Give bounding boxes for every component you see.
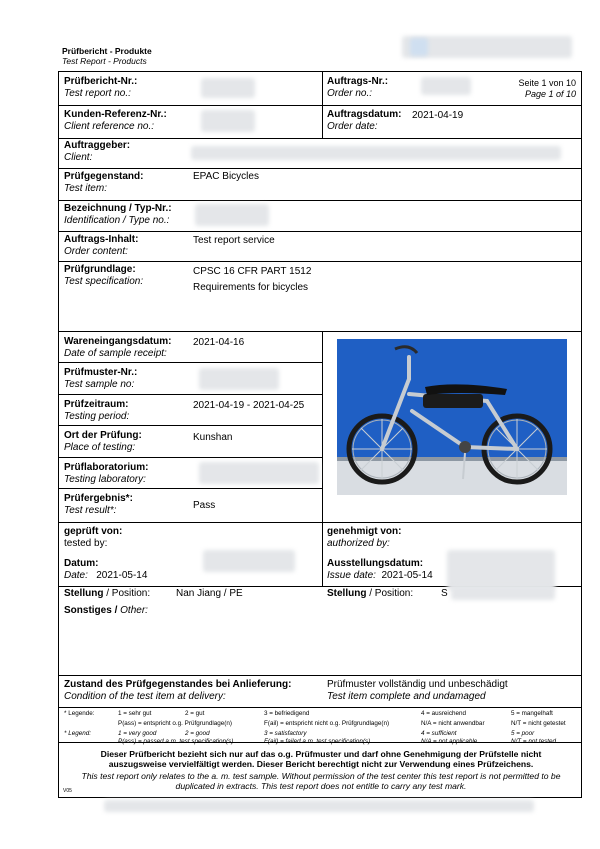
client-ref-label-en: Client reference no.:	[64, 121, 155, 132]
condition-label: Zustand des Prüfgegenstandes bei Anlieferung:	[64, 679, 292, 690]
redacted-approver-signature	[447, 550, 555, 590]
redacted-order-no	[421, 77, 471, 95]
identification-label-en: Identification / Type no.:	[64, 215, 170, 226]
disclaimer-en-2: duplicated in extracts. This test report does not entitle to carry any test mark.	[175, 781, 467, 791]
order-content-label-en: Order content:	[64, 246, 128, 257]
laboratory-label: Prüflaboratorium:	[64, 462, 149, 473]
position-left	[64, 588, 150, 600]
place-value: Kunshan	[193, 432, 233, 443]
place-label: Ort der Prüfung:	[64, 430, 142, 441]
issue-date-label: Ausstellungsdatum:	[327, 558, 424, 569]
redacted-sample-no	[199, 368, 279, 390]
position-right-sep: /	[366, 588, 375, 599]
client-label-en: Client:	[64, 152, 93, 163]
client-ref-label: Kunden-Referenz-Nr.:	[64, 109, 167, 120]
receipt-date-value: 2021-04-16	[193, 337, 245, 348]
header-title-en: Test Report - Products	[62, 56, 147, 66]
position-right-value: S	[441, 588, 448, 599]
test-spec-label: Prüfgrundlage:	[64, 264, 136, 275]
redacted-client-ref	[201, 110, 255, 132]
legend-de-pass: P(ass) = entspricht o.g. Prüfgrundlage(n)	[118, 720, 232, 727]
legend-de-1: 1 = sehr gut	[118, 710, 152, 717]
header-title-de: Prüfbericht - Produkte	[62, 46, 152, 56]
testing-period-label-en: Testing period:	[64, 411, 130, 422]
legend-en-3: 3 = satisfactory	[264, 730, 307, 737]
issue-date-label-en: Issue date:	[327, 570, 376, 581]
bicycle-illustration	[337, 339, 567, 495]
date-label: Datum:	[64, 558, 99, 569]
other-label-en: Other:	[120, 605, 148, 616]
receipt-date-label-en: Date of sample receipt:	[64, 348, 167, 359]
result-label-en: Test result*:	[64, 505, 117, 516]
date-value: 2021-05-14	[96, 570, 148, 581]
other-sep: /	[111, 605, 121, 616]
position-right-label-en: Position:	[374, 588, 414, 599]
issue-date-value: 2021-05-14	[381, 570, 433, 581]
report-no-label: Prüfbericht-Nr.:	[64, 76, 138, 87]
legend-en-pass: P(ass) = passed a.m. test specification(s)	[118, 738, 234, 745]
sample-no-label-en: Test sample no:	[64, 379, 135, 390]
legend-de-fail: F(ail) = entspricht nicht o.g. Prüfgrundlage(n)	[264, 720, 390, 727]
position-left-label-en: Position:	[111, 588, 151, 599]
legend-en-4: 4 = sufficient	[421, 730, 457, 737]
order-date-label-en: Order date:	[327, 121, 378, 132]
condition-label-en: Condition of the test item at delivery:	[64, 691, 226, 702]
result-value: Pass	[193, 500, 216, 511]
testing-period-value: 2021-04-19 - 2021-04-25	[193, 400, 305, 411]
order-content-value: Test report service	[193, 235, 275, 246]
page-number: Seite 1 von 10	[518, 78, 576, 88]
disclaimer-de-1: Dieser Prüfbericht bezieht sich nur auf das o.g. Prüfmuster und darf ohne Genehmigung der Prüfstelle nicht	[100, 749, 542, 759]
legend-de-4: 4 = ausreichend	[421, 710, 466, 717]
position-right	[327, 588, 413, 600]
test-item-label: Prüfgegenstand:	[64, 171, 144, 182]
redacted-tester-signature	[203, 550, 295, 572]
legend-de-na: N/A = nicht anwendbar	[421, 720, 485, 727]
result-label: Prüfergebnis*:	[64, 493, 133, 504]
order-content-label: Auftrags-Inhalt:	[64, 234, 139, 245]
disclaimer-en-1: This test report only relates to the a. m. test sample. Without permission of the test center this test report is not permitted to be	[81, 771, 561, 781]
legend-en-5: 5 = poor	[511, 730, 535, 737]
position-left-label: Stellung	[64, 588, 104, 599]
test-item-label-en: Test item:	[64, 183, 107, 194]
legend-de-nt: N/T = nicht getestet	[511, 720, 566, 727]
laboratory-label-en: Testing laboratory:	[64, 474, 146, 485]
legend-de-5: 5 = mangelhaft	[511, 710, 553, 717]
place-label-en: Place of testing:	[64, 442, 136, 453]
sample-no-label: Prüfmuster-Nr.:	[64, 367, 138, 378]
test-spec-label-en: Test specification:	[64, 276, 144, 287]
test-item-value: EPAC Bicycles	[193, 171, 259, 182]
redacted-report-no	[201, 78, 255, 98]
identification-label: Bezeichnung / Typ-Nr.:	[64, 203, 172, 214]
sample-photo	[337, 339, 567, 495]
order-date-value: 2021-04-19	[412, 110, 464, 121]
version-code: V05	[63, 788, 72, 794]
issue-date-row	[327, 570, 433, 582]
order-date-label: Auftragsdatum:	[327, 109, 402, 120]
client-label: Auftraggeber:	[64, 140, 131, 151]
authorized-by-label-en: authorized by:	[327, 538, 390, 549]
legend-en-2: 2 = good	[185, 730, 210, 737]
redacted-position-right	[451, 586, 555, 600]
redacted-identification	[195, 204, 269, 226]
legend-en-nt: N/T = not tested	[511, 738, 556, 745]
position-right-label: Stellung	[327, 588, 367, 599]
tested-by-label: geprüft von:	[64, 526, 123, 537]
report-no-label-en: Test report no.:	[64, 88, 131, 99]
legend-en-1: 1 = very good	[118, 730, 157, 737]
position-left-value: Nan Jiang / PE	[176, 588, 243, 599]
test-spec-value-2: Requirements for bicycles	[193, 282, 309, 293]
redacted-footer	[104, 800, 534, 812]
report-header	[62, 46, 152, 66]
redacted-logo-mark	[410, 38, 428, 56]
legend-en-label: * Legend:	[64, 730, 91, 737]
legend-de-label: * Legende:	[64, 710, 95, 717]
order-no-label: Auftrags-Nr.:	[327, 76, 389, 87]
condition-value-en: Test item complete and undamaged	[327, 691, 486, 702]
disclaimer-de-2: auszugsweise vervielfältigt werden. Dieser Bericht berechtigt nicht zur Verwendung eines Prüfzeichens.	[108, 759, 534, 769]
legend-en-na: N/A = not applicable	[421, 738, 478, 745]
position-left-sep: /	[103, 588, 112, 599]
tested-by-label-en: tested by:	[64, 538, 108, 549]
report-form	[58, 71, 582, 798]
testing-period-label: Prüfzeitraum:	[64, 399, 129, 410]
test-spec-value-1: CPSC 16 CFR PART 1512	[193, 266, 312, 277]
legend-en-fail: F(ail) = failed a.m. test specification(s)	[264, 738, 371, 745]
redacted-client	[191, 146, 561, 160]
other-label	[64, 605, 148, 617]
redacted-laboratory	[199, 462, 319, 484]
date-row	[64, 570, 147, 582]
condition-value: Prüfmuster vollständig und unbeschädigt	[327, 679, 508, 690]
order-no-label-en: Order no.:	[327, 88, 373, 99]
legend-de-3: 3 = befriedigend	[264, 710, 310, 717]
legend-de-2: 2 = gut	[185, 710, 205, 717]
receipt-date-label: Wareneingangsdatum:	[64, 336, 172, 347]
page-number-en: Page 1 of 10	[524, 89, 576, 99]
date-label-en: Date:	[64, 570, 88, 581]
authorized-by-label: genehmigt von:	[327, 526, 402, 537]
other-label-de: Sonstiges	[64, 605, 112, 616]
